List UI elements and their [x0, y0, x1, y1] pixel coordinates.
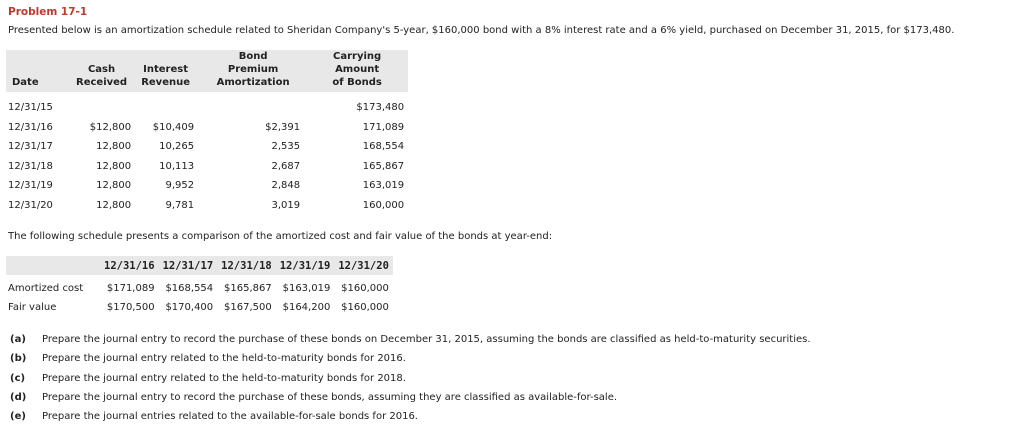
schedule-interest: 9,952: [165, 180, 195, 192]
comparison-intro: The following schedule presents a comparison of the amortized cost and fair value of the bonds at year-end:: [8, 231, 553, 242]
schedule-interest: 10,265: [159, 141, 195, 153]
requirement-text: Prepare the journal entries related to the available-for-sale bonds for 2016.: [42, 411, 418, 422]
requirement-letter: (b): [10, 353, 27, 364]
schedule-interest: 10,113: [159, 160, 195, 172]
comparison-date: 12/31/18: [221, 260, 272, 272]
comparison-date: 12/31/19: [279, 260, 331, 272]
schedule-date: 12/31/19: [8, 180, 53, 192]
comparison-value: $167,500: [224, 302, 272, 313]
requirement-e: [10, 411, 418, 422]
comparison-value: $168,554: [165, 283, 214, 294]
schedule-premium: 2,535: [271, 141, 301, 153]
requirement-letter: (e): [10, 411, 26, 422]
header-bond-premium-amortization: Bond Premium Amortization: [216, 51, 290, 88]
cost-fair-value-comparison: [6, 256, 393, 317]
schedule-row: [6, 176, 408, 196]
schedule-date: 12/31/17: [8, 141, 53, 153]
schedule-cash: [72, 92, 131, 118]
schedule-carrying: $173,480: [356, 102, 405, 114]
comparison-value: $170,400: [165, 302, 214, 313]
schedule-cash: 12,800: [96, 180, 132, 192]
requirement-text: Prepare the journal entry to record the purchase of these bonds on December 31, 2015, assuming the bonds are classified as held-to-maturity securities.: [42, 334, 811, 345]
requirement-text: Prepare the journal entry related to the held-to-maturity bonds for 2018.: [42, 373, 406, 384]
comparison-value: $160,000: [341, 302, 389, 313]
schedule-carrying: 165,867: [362, 160, 405, 172]
comparison-date: 12/31/16: [104, 260, 155, 272]
requirement-letter: (c): [10, 373, 26, 384]
schedule-premium: 3,019: [271, 199, 301, 211]
schedule-premium: [200, 92, 306, 118]
schedule-carrying: 171,089: [362, 121, 405, 133]
comparison-row-label: Fair value: [8, 302, 57, 313]
header-cash-received: Cash Received: [76, 64, 128, 88]
comparison-value: $160,000: [341, 283, 389, 294]
comparison-value: $171,089: [106, 283, 155, 294]
schedule-date: 12/31/18: [8, 160, 53, 172]
schedule-carrying: 168,554: [362, 141, 405, 153]
comparison-row-amortized-cost: [6, 275, 393, 298]
schedule-interest: [131, 92, 200, 118]
comparison-row-label: Amortized cost: [8, 283, 84, 294]
requirement-letter: (d): [10, 392, 27, 403]
schedule-header-row: [6, 50, 408, 92]
schedule-date: 12/31/20: [8, 199, 53, 211]
schedule-row: [6, 118, 408, 138]
schedule-premium: 2,848: [271, 180, 301, 192]
requirement-d: [10, 392, 617, 403]
comparison-header-row: [6, 256, 393, 275]
schedule-date: 12/31/15: [8, 102, 53, 114]
comparison-value: $165,867: [224, 283, 272, 294]
schedule-cash: 12,800: [96, 160, 132, 172]
comparison-value: $164,200: [282, 302, 331, 313]
requirement-text: Prepare the journal entry related to the held-to-maturity bonds for 2016.: [42, 353, 406, 364]
comparison-value: $170,500: [106, 302, 155, 313]
requirement-c: [10, 373, 406, 384]
schedule-cash: 12,800: [96, 141, 132, 153]
requirement-text: Prepare the journal entry to record the purchase of these bonds, assuming they are classified as available-for-sale.: [42, 392, 618, 403]
schedule-interest: $10,409: [152, 121, 195, 133]
comparison-row-fair-value: [6, 298, 393, 317]
comparison-date: 12/31/17: [162, 260, 214, 272]
schedule-premium: $2,391: [265, 121, 301, 133]
schedule-cash: 12,800: [96, 199, 132, 211]
header-interest-revenue: Interest Revenue: [141, 64, 190, 88]
schedule-cash: $12,800: [89, 121, 132, 133]
schedule-carrying: 163,019: [362, 180, 405, 192]
requirement-b: [10, 353, 406, 364]
header-date: Date: [12, 77, 39, 88]
amortization-schedule: [6, 50, 408, 215]
schedule-row: [6, 92, 408, 118]
comparison-date: 12/31/20: [338, 260, 389, 272]
requirement-letter: (a): [10, 334, 26, 345]
comparison-corner: [6, 256, 100, 275]
schedule-row: [6, 137, 408, 157]
comparison-value: $163,019: [282, 283, 331, 294]
problem-title: Problem 17-1: [8, 6, 88, 18]
problem-intro: Presented below is an amortization schedule related to Sheridan Company's 5-year, $160,000 bond with a 8% interest rate and a 6% yield, purchased on December 31, 2015, for $173,480.: [8, 25, 955, 36]
requirement-a: [10, 334, 811, 345]
schedule-carrying: 160,000: [362, 199, 405, 211]
schedule-row: [6, 157, 408, 177]
schedule-interest: 9,781: [165, 199, 195, 211]
schedule-premium: 2,687: [271, 160, 301, 172]
schedule-date: 12/31/16: [8, 121, 53, 133]
header-carrying-amount: Carrying Amount of Bonds: [332, 51, 382, 88]
schedule-row: [6, 196, 408, 216]
